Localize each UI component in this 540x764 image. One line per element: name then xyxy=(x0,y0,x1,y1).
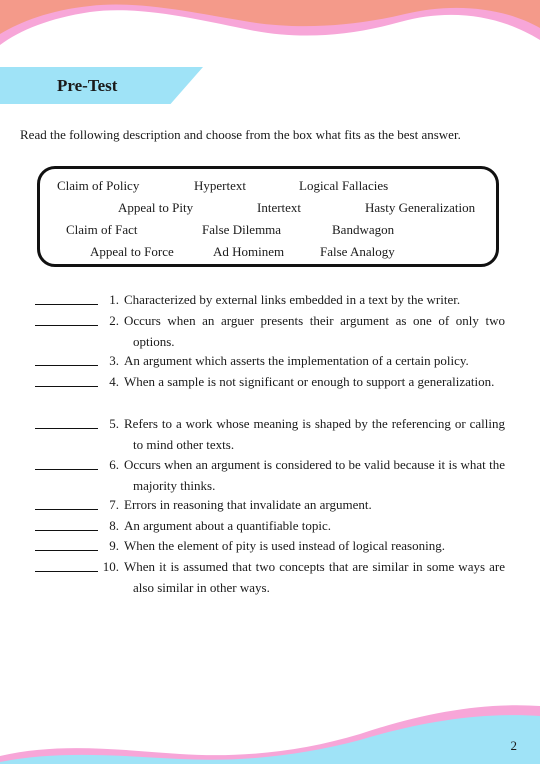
instructions: Read the following description and choose from the box what fits as the best answer. xyxy=(20,127,461,142)
question-number: 6. xyxy=(109,457,119,472)
word-bank-item: Hypertext xyxy=(194,178,246,193)
word-bank-item: Ad Hominem xyxy=(213,244,285,259)
page-title: Pre-Test xyxy=(57,76,118,95)
word-bank-item: Logical Fallacies xyxy=(299,178,389,193)
word-bank-item: Appeal to Force xyxy=(90,244,174,259)
answer-blank[interactable] xyxy=(35,571,98,572)
question-text: An argument about a quantifiable topic. xyxy=(124,518,331,533)
answer-blank[interactable] xyxy=(35,365,98,366)
question-text: When the element of pity is used instead of logical reasoning. xyxy=(124,538,445,553)
answer-blank[interactable] xyxy=(35,469,98,470)
question-number: 3. xyxy=(109,353,119,368)
word-bank-item: Appeal to Pity xyxy=(118,200,194,215)
question-text: Characterized by external links embedded in a text by the writer. xyxy=(124,292,461,307)
word-bank-item: Hasty Generalization xyxy=(365,200,476,215)
answer-blank[interactable] xyxy=(35,325,98,326)
word-bank-item: Claim of Policy xyxy=(57,178,140,193)
answer-blank[interactable] xyxy=(35,530,98,531)
word-bank-box xyxy=(37,166,499,267)
question-number: 7. xyxy=(109,497,119,512)
question-text: Refers to a work whose meaning is shaped by the referencing or calling to mind other texts. xyxy=(124,416,505,452)
question-text: Occurs when an argument is considered to be valid because it is what the majority thinks. xyxy=(124,457,505,493)
answer-blank[interactable] xyxy=(35,304,98,305)
question-number: 1. xyxy=(109,292,119,307)
answer-blank[interactable] xyxy=(35,550,98,551)
question-number: 4. xyxy=(109,374,119,389)
question-text: When a sample is not significant or enough to support a generalization. xyxy=(124,374,495,389)
answer-blank[interactable] xyxy=(35,509,98,510)
question-text: Errors in reasoning that invalidate an argument. xyxy=(124,497,372,512)
question-number: 10. xyxy=(102,559,119,574)
question-text: When it is assumed that two concepts that are similar in some ways are also similar in other ways. xyxy=(124,559,505,595)
question-text: Occurs when an arguer presents their argument as one of only two options. xyxy=(124,313,505,349)
question-number: 2. xyxy=(109,313,119,328)
bottom-wave-decoration xyxy=(0,684,540,764)
question-number: 5. xyxy=(109,416,119,431)
answer-blank[interactable] xyxy=(35,428,98,429)
word-bank-item: Bandwagon xyxy=(332,222,395,237)
answer-blank[interactable] xyxy=(35,386,98,387)
question-text: An argument which asserts the implementation of a certain policy. xyxy=(124,353,469,368)
top-wave-decoration xyxy=(0,0,540,60)
word-bank-item: Claim of Fact xyxy=(66,222,138,237)
word-bank-item: Intertext xyxy=(257,200,302,215)
word-bank-item: False Dilemma xyxy=(202,222,282,237)
question-number: 9. xyxy=(109,538,119,553)
question-number: 8. xyxy=(109,518,119,533)
word-bank-item: False Analogy xyxy=(320,244,395,259)
page-number: 2 xyxy=(510,738,517,753)
